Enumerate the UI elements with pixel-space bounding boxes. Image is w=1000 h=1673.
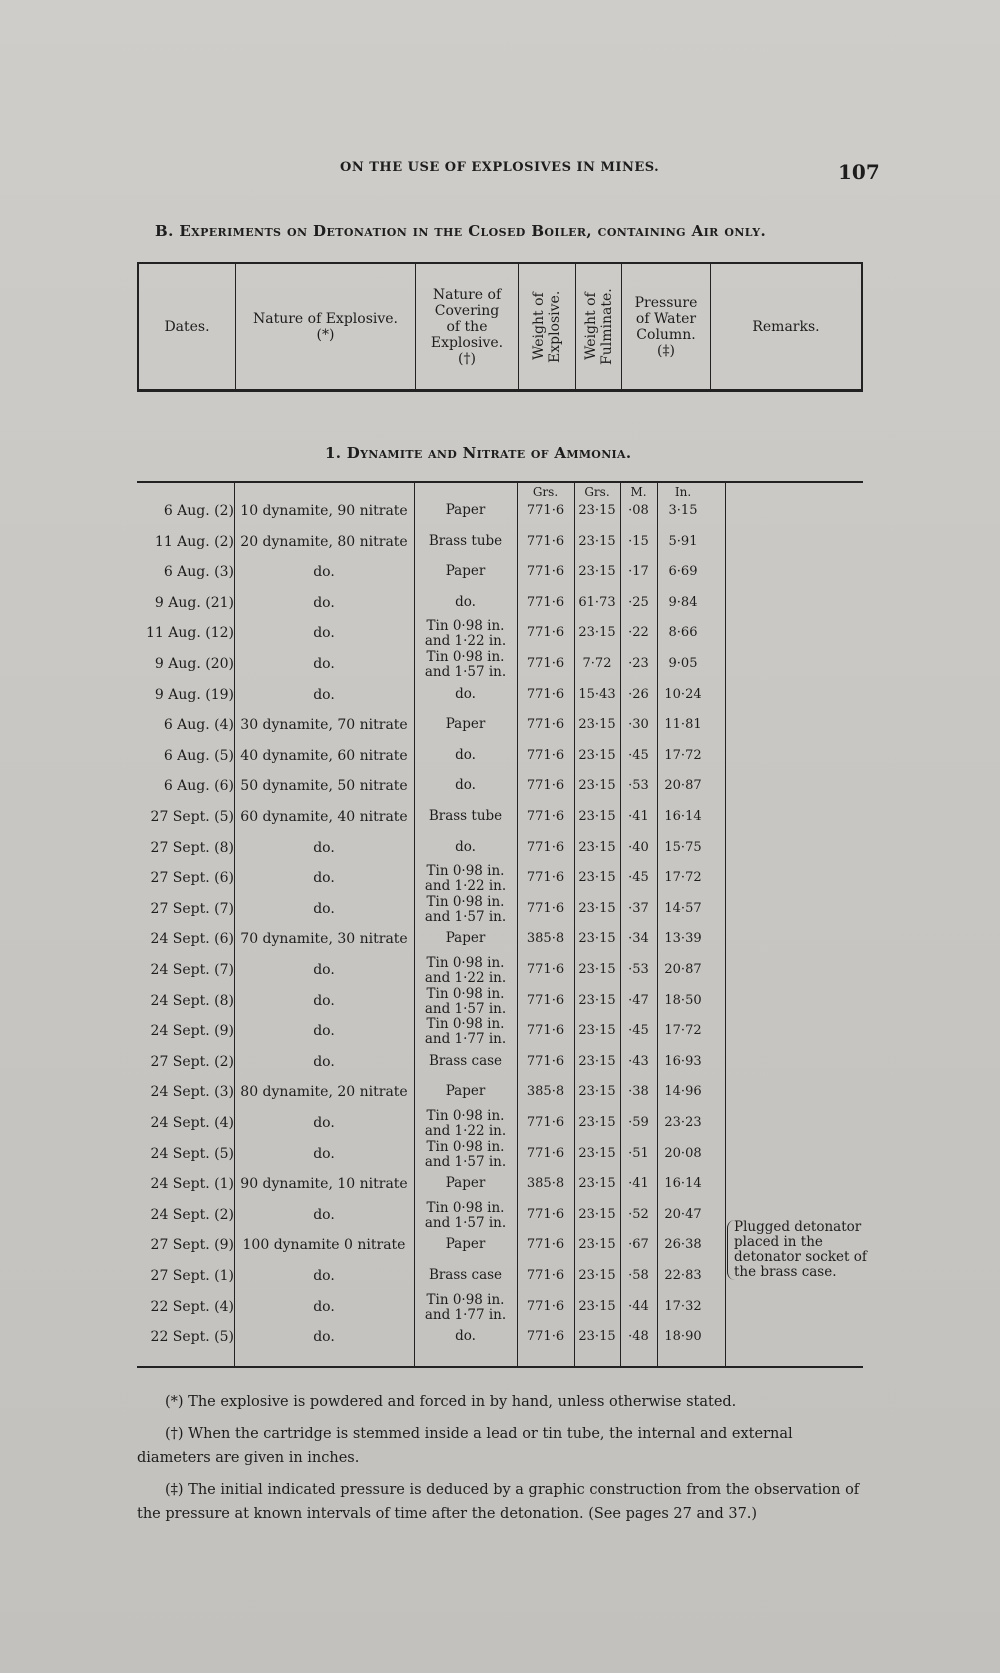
cell-pressure-in: 17·32 bbox=[664, 1298, 702, 1314]
cell-date: 22 Sept. (4) bbox=[150, 1298, 234, 1315]
cell-date: 6 Aug. (4) bbox=[163, 717, 234, 734]
cell-covering: Brass case bbox=[428, 1267, 503, 1283]
cell-weight-explosive: 771·6 bbox=[526, 1298, 565, 1314]
unit-metres: M. bbox=[630, 485, 647, 499]
cell-pressure-in: 5·91 bbox=[668, 533, 698, 549]
cell-pressure-m: ·45 bbox=[628, 1023, 649, 1039]
table-row bbox=[137, 1048, 863, 1079]
cell-pressure-m: ·34 bbox=[628, 931, 649, 947]
cell-weight-explosive: 771·6 bbox=[526, 503, 565, 518]
cell-pressure-m: ·08 bbox=[628, 503, 649, 518]
cell-covering: Brass tube bbox=[428, 532, 503, 549]
cell-covering: Paper bbox=[445, 502, 486, 518]
table-row bbox=[137, 1201, 863, 1232]
cell-nature: do. bbox=[313, 564, 335, 581]
cell-nature: do. bbox=[313, 625, 335, 642]
cell-weight-fulminate: 23·15 bbox=[578, 900, 616, 916]
cell-weight-fulminate: 23·15 bbox=[578, 1115, 616, 1130]
cell-weight-explosive: 385·8 bbox=[526, 1084, 565, 1100]
cell-weight-fulminate: 23·15 bbox=[578, 717, 616, 733]
cell-nature: 10 dynamite, 90 nitrate bbox=[240, 503, 408, 519]
table-row bbox=[137, 1231, 863, 1262]
cell-pressure-m: ·17 bbox=[628, 564, 649, 580]
cell-weight-explosive: 385·8 bbox=[526, 1176, 565, 1192]
cell-date: 11 Aug. (12) bbox=[146, 625, 234, 642]
cell-weight-explosive: 771·6 bbox=[526, 564, 565, 580]
cell-pressure-in: 13·39 bbox=[664, 931, 702, 947]
cell-pressure-in: 17·72 bbox=[664, 870, 702, 886]
cell-date: 9 Aug. (20) bbox=[154, 656, 234, 672]
cell-pressure-in: 17·72 bbox=[664, 747, 702, 763]
cell-covering: do. bbox=[455, 838, 476, 855]
cell-covering: Paper bbox=[445, 716, 486, 733]
cell-pressure-m: ·38 bbox=[628, 1084, 649, 1100]
cell-weight-explosive: 771·6 bbox=[526, 747, 565, 763]
cell-weight-explosive: 771·6 bbox=[526, 656, 565, 671]
cell-weight-explosive: 771·6 bbox=[526, 1053, 565, 1069]
cell-date: 24 Sept. (5) bbox=[150, 1145, 234, 1162]
cell-date: 24 Sept. (3) bbox=[150, 1084, 234, 1101]
cell-weight-fulminate: 23·15 bbox=[578, 503, 616, 518]
unit-inches: In. bbox=[674, 485, 692, 499]
table-row bbox=[137, 834, 863, 865]
table-row bbox=[137, 1323, 863, 1354]
running-head: ON THE USE OF EXPLOSIVES IN MINES. bbox=[340, 160, 660, 175]
cell-pressure-m: ·40 bbox=[628, 839, 649, 855]
cell-date: 24 Sept. (6) bbox=[150, 931, 234, 948]
cell-nature: do. bbox=[313, 1145, 335, 1162]
cell-covering: do. bbox=[455, 685, 476, 702]
cell-covering: Paper bbox=[445, 1083, 486, 1100]
cell-pressure-in: 16·14 bbox=[664, 1176, 702, 1192]
cell-weight-explosive: 771·6 bbox=[526, 1115, 565, 1130]
cell-weight-explosive: 385·8 bbox=[526, 931, 565, 947]
cell-weight-explosive: 771·6 bbox=[526, 809, 565, 824]
cell-pressure-in: 26·38 bbox=[664, 1237, 702, 1253]
cell-weight-explosive: 771·6 bbox=[526, 1206, 565, 1222]
cell-pressure-in: 9·05 bbox=[668, 656, 698, 671]
cell-weight-explosive: 771·6 bbox=[526, 686, 565, 702]
cell-weight-fulminate: 23·15 bbox=[578, 1329, 616, 1345]
cell-weight-fulminate: 23·15 bbox=[578, 809, 616, 824]
cell-weight-explosive: 771·6 bbox=[526, 717, 565, 733]
cell-date: 24 Sept. (1) bbox=[150, 1176, 234, 1193]
cell-weight-fulminate: 23·15 bbox=[578, 778, 616, 794]
cell-pressure-m: ·41 bbox=[628, 1176, 649, 1192]
cell-covering: Tin 0·98 in. and 1·77 in. bbox=[424, 1016, 507, 1048]
cell-date: 24 Sept. (7) bbox=[150, 962, 234, 978]
cell-date: 27 Sept. (5) bbox=[150, 809, 234, 825]
cell-covering: do. bbox=[455, 593, 476, 610]
table-row bbox=[137, 589, 863, 620]
cell-pressure-m: ·59 bbox=[628, 1115, 649, 1130]
footnote: (‡) The initial indicated pressure is deduced by a graphic construction from the observation of the pressure at known intervals of time after the detonation. (See pages 27 and 37.) bbox=[137, 1482, 860, 1522]
cell-weight-fulminate: 23·15 bbox=[578, 870, 616, 886]
unit-grs-fulminate: Grs. bbox=[584, 485, 610, 499]
cell-nature: do. bbox=[313, 594, 335, 611]
cell-covering: Paper bbox=[445, 930, 486, 947]
cell-nature: do. bbox=[313, 686, 335, 703]
cell-pressure-in: 22·83 bbox=[664, 1268, 702, 1283]
cell-covering: Tin 0·98 in. and 1·57 in. bbox=[424, 1138, 507, 1170]
cell-covering: Tin 0·98 in. and 1·57 in. bbox=[424, 893, 507, 925]
cell-pressure-in: 20·08 bbox=[664, 1145, 702, 1161]
cell-pressure-in: 18·90 bbox=[664, 1329, 702, 1345]
cell-date: 27 Sept. (7) bbox=[150, 900, 234, 917]
table-row bbox=[137, 711, 863, 742]
cell-pressure-m: ·67 bbox=[628, 1237, 649, 1253]
cell-weight-explosive: 771·6 bbox=[526, 778, 565, 794]
cell-nature: 60 dynamite, 40 nitrate bbox=[240, 809, 408, 825]
cell-covering: Tin 0·98 in. and 1·22 in. bbox=[424, 863, 507, 895]
cell-weight-fulminate: 23·15 bbox=[578, 962, 616, 977]
cell-weight-explosive: 771·6 bbox=[526, 533, 565, 549]
table-row bbox=[137, 1109, 863, 1140]
footnote: (*) The explosive is powdered and forced in by hand, unless otherwise stated. bbox=[165, 1394, 737, 1410]
cell-date: 27 Sept. (6) bbox=[150, 870, 234, 887]
cell-weight-explosive: 771·6 bbox=[526, 1329, 565, 1345]
cell-nature: 80 dynamite, 20 nitrate bbox=[240, 1084, 408, 1101]
cell-pressure-m: ·48 bbox=[628, 1329, 649, 1345]
cell-date: 6 Aug. (6) bbox=[163, 778, 234, 795]
cell-pressure-m: ·25 bbox=[628, 594, 649, 610]
cell-date: 24 Sept. (2) bbox=[150, 1206, 234, 1223]
group-title: 1. Dynamite and Nitrate of Ammonia. bbox=[325, 444, 632, 462]
cell-weight-fulminate: 23·15 bbox=[578, 1298, 616, 1314]
cell-pressure-m: ·15 bbox=[628, 533, 649, 549]
page-number: 107 bbox=[838, 160, 880, 184]
cell-nature: do. bbox=[313, 1023, 335, 1040]
table-row bbox=[137, 864, 863, 895]
cell-pressure-in: 8·66 bbox=[668, 625, 698, 641]
cell-pressure-in: 20·47 bbox=[664, 1206, 702, 1222]
cell-pressure-m: ·44 bbox=[628, 1298, 649, 1314]
table-row bbox=[137, 1170, 863, 1201]
table-row bbox=[137, 650, 863, 681]
cell-pressure-m: ·45 bbox=[628, 747, 649, 763]
cell-pressure-in: 6·69 bbox=[668, 564, 698, 580]
header-dates: Dates. bbox=[139, 264, 236, 389]
cell-weight-fulminate: 23·15 bbox=[578, 1053, 616, 1069]
cell-weight-fulminate: 23·15 bbox=[578, 1268, 616, 1283]
table-row bbox=[137, 1140, 863, 1171]
header-covering: Nature of Covering of the Explosive. (†) bbox=[416, 264, 519, 389]
table-row bbox=[137, 558, 863, 589]
cell-weight-fulminate: 7·72 bbox=[582, 656, 612, 671]
cell-pressure-m: ·41 bbox=[628, 809, 649, 824]
cell-nature: 70 dynamite, 30 nitrate bbox=[240, 931, 408, 948]
cell-covering: Paper bbox=[445, 1236, 486, 1253]
cell-nature: 90 dynamite, 10 nitrate bbox=[240, 1176, 408, 1193]
cell-nature: 50 dynamite, 50 nitrate bbox=[240, 778, 408, 795]
cell-nature: do. bbox=[313, 900, 335, 917]
cell-covering: Tin 0·98 in. and 1·22 in. bbox=[424, 1108, 507, 1139]
cell-pressure-in: 14·96 bbox=[664, 1084, 702, 1100]
cell-covering: Brass case bbox=[428, 1052, 503, 1069]
remark-note: Plugged detonator placed in the detonator socket of the brass case. bbox=[727, 1220, 870, 1280]
cell-weight-fulminate: 15·43 bbox=[578, 686, 616, 702]
cell-nature: do. bbox=[313, 839, 335, 856]
cell-weight-fulminate: 23·15 bbox=[578, 747, 616, 763]
cell-pressure-in: 17·72 bbox=[664, 1023, 702, 1039]
header-pressure: Pressure of Water Column. (‡) bbox=[622, 264, 711, 389]
cell-pressure-in: 20·87 bbox=[664, 962, 702, 977]
cell-weight-explosive: 771·6 bbox=[526, 594, 565, 610]
cell-pressure-m: ·26 bbox=[628, 686, 649, 702]
cell-pressure-in: 16·14 bbox=[664, 809, 702, 824]
cell-pressure-m: ·47 bbox=[628, 992, 649, 1008]
cell-date: 24 Sept. (4) bbox=[150, 1115, 234, 1131]
table-row bbox=[137, 1078, 863, 1109]
cell-date: 6 Aug. (2) bbox=[163, 503, 234, 519]
cell-pressure-m: ·53 bbox=[628, 778, 649, 794]
cell-pressure-m: ·51 bbox=[628, 1145, 649, 1161]
cell-pressure-m: ·53 bbox=[628, 962, 649, 977]
cell-weight-fulminate: 23·15 bbox=[578, 1023, 616, 1039]
cell-covering: Brass tube bbox=[428, 808, 503, 824]
table-row bbox=[137, 1017, 863, 1048]
header-remarks: Remarks. bbox=[752, 318, 820, 335]
cell-pressure-in: 3·15 bbox=[668, 503, 698, 518]
cell-weight-fulminate: 23·15 bbox=[578, 1145, 616, 1161]
cell-pressure-m: ·22 bbox=[628, 625, 649, 641]
cell-weight-explosive: 771·6 bbox=[526, 625, 565, 641]
header-nature: Nature of Explosive. (*) bbox=[236, 264, 416, 389]
cell-covering: do. bbox=[455, 746, 476, 763]
cell-covering: Tin 0·98 in. and 1·57 in. bbox=[424, 985, 507, 1017]
data-table bbox=[137, 481, 867, 1368]
cell-pressure-in: 10·24 bbox=[664, 686, 702, 702]
cell-date: 22 Sept. (5) bbox=[150, 1329, 234, 1346]
cell-nature: do. bbox=[313, 656, 335, 672]
cell-pressure-m: ·45 bbox=[628, 870, 649, 886]
cell-date: 24 Sept. (8) bbox=[150, 992, 234, 1009]
cell-weight-fulminate: 23·15 bbox=[578, 625, 616, 641]
cell-pressure-in: 11·81 bbox=[664, 717, 702, 733]
cell-pressure-in: 23·23 bbox=[664, 1115, 702, 1130]
cell-covering: Tin 0·98 in. and 1·77 in. bbox=[424, 1291, 507, 1323]
cell-weight-fulminate: 23·15 bbox=[578, 533, 616, 549]
cell-nature: 40 dynamite, 60 nitrate bbox=[240, 747, 408, 764]
cell-date: 27 Sept. (1) bbox=[150, 1268, 234, 1284]
cell-weight-fulminate: 23·15 bbox=[578, 931, 616, 947]
table-row bbox=[137, 497, 863, 528]
table-row bbox=[137, 528, 863, 559]
cell-covering: Paper bbox=[445, 563, 486, 580]
cell-weight-explosive: 771·6 bbox=[526, 1145, 565, 1161]
cell-date: 27 Sept. (2) bbox=[150, 1053, 234, 1070]
cell-pressure-in: 14·57 bbox=[664, 900, 702, 916]
cell-pressure-m: ·52 bbox=[628, 1206, 649, 1222]
cell-weight-fulminate: 61·73 bbox=[578, 594, 616, 610]
cell-pressure-in: 20·87 bbox=[664, 778, 702, 794]
cell-nature: 20 dynamite, 80 nitrate bbox=[240, 533, 408, 550]
cell-covering: do. bbox=[455, 777, 476, 794]
cell-date: 9 Aug. (21) bbox=[154, 594, 234, 611]
cell-covering: do. bbox=[455, 1328, 476, 1345]
table-row bbox=[137, 987, 863, 1018]
cell-pressure-m: ·37 bbox=[628, 900, 649, 916]
cell-covering: Tin 0·98 in. and 1·22 in. bbox=[424, 618, 507, 650]
section-title: B. Experiments on Detonation in the Closed Boiler, containing Air only. bbox=[155, 222, 767, 240]
table-row bbox=[137, 956, 863, 987]
cell-weight-explosive: 771·6 bbox=[526, 962, 565, 977]
cell-nature: do. bbox=[313, 992, 335, 1009]
table-row bbox=[137, 742, 863, 773]
table-row bbox=[137, 681, 863, 712]
cell-pressure-in: 15·75 bbox=[664, 839, 702, 855]
cell-date: 9 Aug. (19) bbox=[154, 686, 234, 703]
cell-nature: 30 dynamite, 70 nitrate bbox=[240, 717, 408, 734]
cell-date: 11 Aug. (2) bbox=[154, 533, 234, 550]
cell-pressure-m: ·58 bbox=[628, 1268, 649, 1283]
cell-nature: do. bbox=[313, 1206, 335, 1223]
cell-nature: do. bbox=[313, 962, 335, 978]
cell-weight-explosive: 771·6 bbox=[526, 839, 565, 855]
cell-date: 24 Sept. (9) bbox=[150, 1023, 234, 1040]
cell-weight-fulminate: 23·15 bbox=[578, 1084, 616, 1100]
table-row bbox=[137, 1262, 863, 1293]
header-weight-fulminate: Weight of Fulminate. bbox=[582, 288, 615, 365]
cell-weight-explosive: 771·6 bbox=[526, 1023, 565, 1039]
cell-weight-fulminate: 23·15 bbox=[578, 564, 616, 580]
cell-nature: do. bbox=[313, 1115, 335, 1131]
cell-weight-fulminate: 23·15 bbox=[578, 1237, 616, 1253]
table-header bbox=[137, 262, 863, 392]
cell-pressure-in: 18·50 bbox=[664, 992, 702, 1008]
cell-date: 6 Aug. (5) bbox=[163, 747, 234, 764]
cell-date: 27 Sept. (8) bbox=[150, 839, 234, 856]
cell-weight-fulminate: 23·15 bbox=[578, 839, 616, 855]
cell-nature: do. bbox=[313, 1298, 335, 1315]
cell-weight-explosive: 771·6 bbox=[526, 870, 565, 886]
cell-weight-explosive: 771·6 bbox=[526, 992, 565, 1008]
cell-date: 27 Sept. (9) bbox=[150, 1237, 234, 1254]
unit-grs-explosive: Grs. bbox=[532, 485, 559, 499]
cell-pressure-in: 9·84 bbox=[668, 594, 698, 610]
cell-pressure-m: ·43 bbox=[628, 1053, 649, 1069]
table-row bbox=[137, 895, 863, 926]
cell-weight-explosive: 771·6 bbox=[526, 900, 565, 916]
cell-nature: do. bbox=[313, 1329, 335, 1346]
header-weight-explosive: Weight of Explosive. bbox=[531, 290, 563, 363]
cell-nature: do. bbox=[313, 870, 335, 887]
cell-nature: 100 dynamite 0 nitrate bbox=[242, 1237, 406, 1254]
table-row bbox=[137, 772, 863, 803]
cell-nature: do. bbox=[313, 1268, 335, 1284]
cell-weight-fulminate: 23·15 bbox=[578, 1176, 616, 1192]
cell-covering: Tin 0·98 in. and 1·57 in. bbox=[424, 649, 507, 680]
cell-pressure-m: ·30 bbox=[628, 717, 649, 733]
cell-pressure-in: 16·93 bbox=[664, 1053, 702, 1069]
footnote: (†) When the cartridge is stemmed inside a lead or tin tube, the internal and external diameters are given in inches. bbox=[137, 1426, 793, 1466]
table-row bbox=[137, 619, 863, 650]
cell-pressure-m: ·23 bbox=[628, 656, 649, 671]
cell-covering: Tin 0·98 in. and 1·22 in. bbox=[424, 955, 507, 986]
table-row bbox=[137, 1293, 863, 1324]
cell-covering: Paper bbox=[445, 1175, 486, 1192]
footnotes bbox=[137, 1390, 863, 1534]
cell-weight-fulminate: 23·15 bbox=[578, 992, 616, 1008]
cell-covering: Tin 0·98 in. and 1·57 in. bbox=[424, 1199, 507, 1231]
cell-weight-explosive: 771·6 bbox=[526, 1268, 565, 1283]
cell-weight-explosive: 771·6 bbox=[526, 1237, 565, 1253]
table-row bbox=[137, 803, 863, 834]
cell-nature: do. bbox=[313, 1053, 335, 1070]
cell-date: 6 Aug. (3) bbox=[163, 564, 234, 581]
cell-weight-fulminate: 23·15 bbox=[578, 1206, 616, 1222]
table-row bbox=[137, 925, 863, 956]
